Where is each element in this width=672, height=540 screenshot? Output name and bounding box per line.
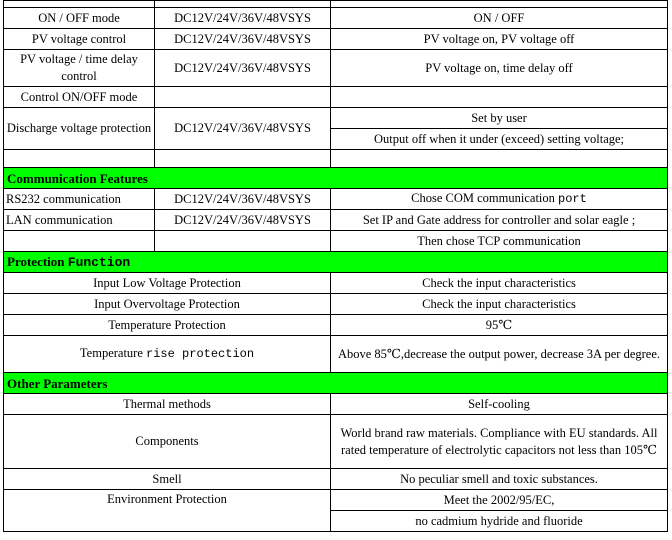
table-row <box>4 8 668 29</box>
param-name <box>4 336 331 373</box>
section-title-a: Protection <box>7 254 65 269</box>
param-value: ON / OFF <box>331 8 668 29</box>
param-name: PV voltage control <box>4 29 155 50</box>
sys-voltage <box>155 231 331 252</box>
table-row <box>4 150 668 168</box>
param-name: ON / OFF mode <box>4 8 155 29</box>
table-row <box>4 231 668 252</box>
param-value: Output off when it under (exceed) setting voltage; <box>331 129 668 150</box>
table-row <box>4 315 668 336</box>
section-title-b: Function <box>67 255 131 270</box>
sys-voltage: DC12V/24V/36V/48VSYS <box>155 29 331 50</box>
param-name: Input Overvoltage Protection <box>4 294 331 315</box>
section-title <box>4 252 668 273</box>
sys-voltage: DC12V/24V/36V/48VSYS <box>155 50 331 87</box>
param-value: Above 85℃,decrease the output power, decrease 3A per degree. <box>331 336 668 373</box>
table-row <box>4 294 668 315</box>
param-name: PV voltage / time delay control <box>4 50 155 87</box>
section-header <box>4 373 668 394</box>
param-value: PV voltage on, time delay off <box>331 50 668 87</box>
param-value <box>331 87 668 108</box>
table-row <box>4 415 668 469</box>
table-row <box>4 87 668 108</box>
sys-voltage <box>155 87 331 108</box>
param-value: Meet the 2002/95/EC, <box>331 490 668 511</box>
param-name: Environment Protection <box>4 490 331 532</box>
section-title: Other Parameters <box>4 373 668 394</box>
param-value: No peculiar smell and toxic substances. <box>331 469 668 490</box>
value-mono: port <box>558 192 587 206</box>
spec-table <box>3 0 668 532</box>
table-row <box>4 469 668 490</box>
sys-voltage: DC12V/24V/36V/48VSYS <box>155 108 331 150</box>
table-row <box>4 189 668 210</box>
param-name: Temperature Protection <box>4 315 331 336</box>
param-name: Discharge voltage protection <box>4 108 155 150</box>
table-row <box>4 210 668 231</box>
sys-voltage: DC12V/24V/36V/48VSYS <box>155 210 331 231</box>
table-row <box>4 108 668 129</box>
table-row <box>4 336 668 373</box>
param-value: Check the input characteristics <box>331 294 668 315</box>
param-name: Control ON/OFF mode <box>4 87 155 108</box>
param-value: Set by user <box>331 108 668 129</box>
param-name: Smell <box>4 469 331 490</box>
param-value: World brand raw materials. Compliance with EU standards. All rated temperature of electrolytic capacitors not less than 105℃ <box>331 415 668 469</box>
param-name <box>4 231 155 252</box>
param-name: Input Low Voltage Protection <box>4 273 331 294</box>
table-row <box>4 490 668 511</box>
param-value: Set IP and Gate address for controller and solar eagle ; <box>331 210 668 231</box>
value-text: Chose COM communication <box>411 191 559 205</box>
sys-voltage: DC12V/24V/36V/48VSYS <box>155 189 331 210</box>
param-name-mono: rise protection <box>146 347 255 361</box>
param-value <box>331 189 668 210</box>
param-value: 95℃ <box>331 315 668 336</box>
param-name: Components <box>4 415 331 469</box>
table-row <box>4 50 668 87</box>
param-value: Self-cooling <box>331 394 668 415</box>
param-value: PV voltage on, PV voltage off <box>331 29 668 50</box>
clipped-row <box>4 1 668 8</box>
param-name: RS232 communication <box>4 189 155 210</box>
param-value: Then chose TCP communication <box>331 231 668 252</box>
table-row <box>4 394 668 415</box>
param-value: Check the input characteristics <box>331 273 668 294</box>
table-row <box>4 29 668 50</box>
sys-voltage: DC12V/24V/36V/48VSYS <box>155 8 331 29</box>
param-name-a: Temperature <box>79 346 147 360</box>
section-header <box>4 168 668 189</box>
param-value: no cadmium hydride and fluoride <box>331 511 668 532</box>
section-header <box>4 252 668 273</box>
param-name: Thermal methods <box>4 394 331 415</box>
param-name: LAN communication <box>4 210 155 231</box>
section-title: Communication Features <box>4 168 668 189</box>
table-row <box>4 273 668 294</box>
